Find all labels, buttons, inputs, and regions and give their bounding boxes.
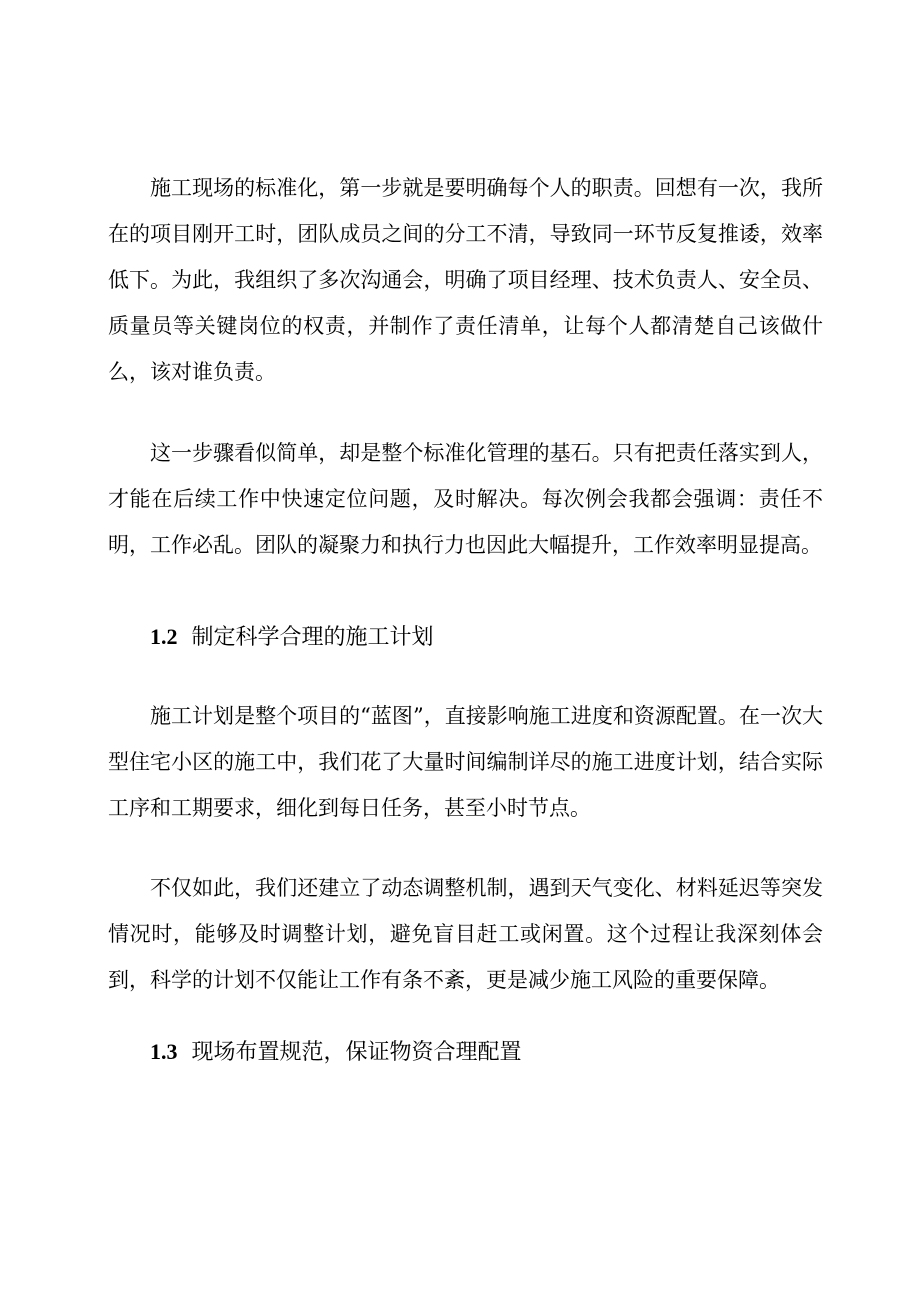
paragraph-foundation [108,430,823,568]
section-title: 现场布置规范，保证物资合理配置 [191,1040,522,1065]
paragraph-construction-plan [108,693,823,831]
paragraph-responsibilities [108,165,823,395]
section-number: 1.2 [150,624,178,649]
paragraph-text: 不仅如此，我们还建立了动态调整机制，遇到天气变化、材料延迟等突发情况时，能够及时调整计划，避免盲目赶工或闲置。这个过程让我深刻体会到，科学的计划不仅能让工作有条不紊，更是减少施工风险的重要保障。 [108,876,823,992]
section-heading-1-2 [108,622,823,653]
paragraph-dynamic-adjustment [108,865,823,1003]
section-number: 1.3 [150,1039,178,1064]
paragraph-text: 施工计划是整个项目的“蓝图”，直接影响施工进度和资源配置。在一次大型住宅小区的施工中，我们花了大量时间编制详尽的施工进度计划，结合实际工序和工期要求，细化到每日任务，甚至小时节点。 [108,704,823,820]
section-title: 制定科学合理的施工计划 [191,625,434,650]
section-heading-1-3 [108,1037,823,1068]
paragraph-text: 这一步骤看似简单，却是整个标准化管理的基石。只有把责任落实到人，才能在后续工作中快速定位问题，及时解决。每次例会我都会强调：责任不明，工作必乱。团队的凝聚力和执行力也因此大幅提升，工作效率明显提高。 [108,441,823,557]
paragraph-text: 施工现场的标准化，第一步就是要明确每个人的职责。回想有一次，我所在的项目刚开工时，团队成员之间的分工不清，导致同一环节反复推诿，效率低下。为此，我组织了多次沟通会，明确了项目经理、技术负责人、安全员、质量员等关键岗位的权责，并制作了责任清单，让每个人都清楚自己该做什么，该对谁负责。 [108,176,823,384]
